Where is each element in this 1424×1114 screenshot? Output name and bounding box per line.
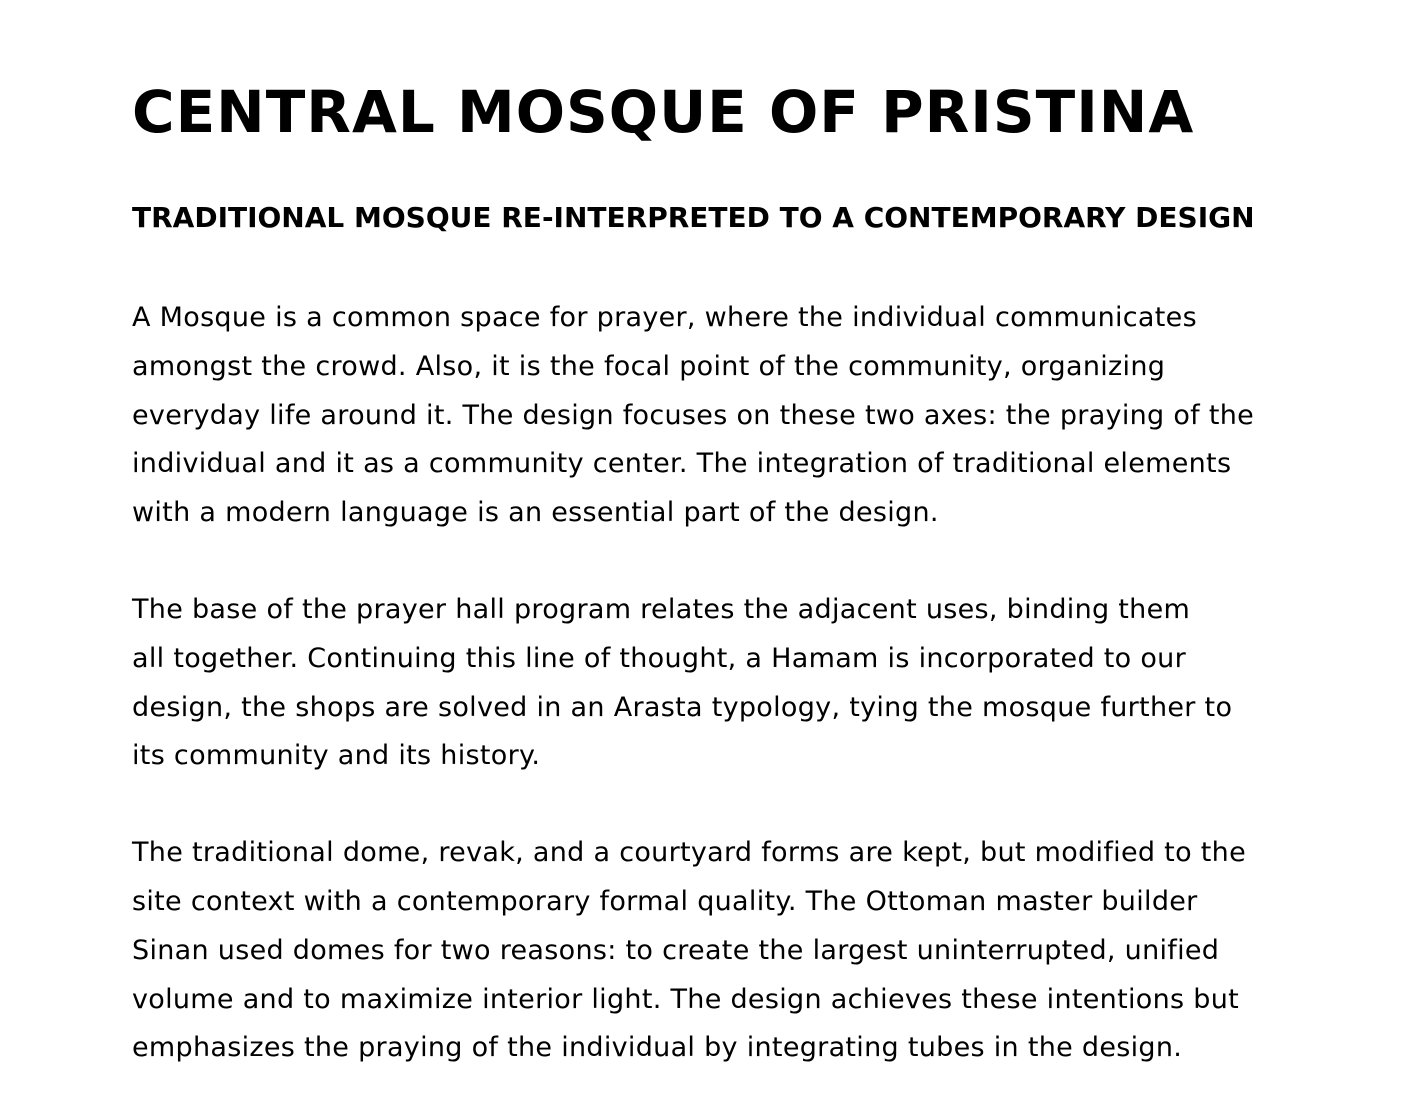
paragraph-line: The traditional dome, revak, and a courtyard forms are kept, but modified to the [132,837,1246,869]
paragraph-line: its community and its history. [132,740,541,772]
paragraph-line: volume and to maximize interior light. The design achieves these intentions but [132,983,1239,1015]
paragraph-line: emphasizes the praying of the individual by integrating tubes in the design. [132,1032,1183,1064]
paragraph-intro [132,294,1372,538]
paragraph-line: all together. Continuing this line of thought, a Hamam is incorporated to our [132,642,1186,674]
paragraph-line: design, the shops are solved in an Arasta typology, tying the mosque further to [132,691,1233,723]
paragraph-line: A Mosque is a common space for prayer, where the individual communicates [132,302,1197,333]
paragraph-line: with a modern language is an essential part of the design. [132,497,939,529]
paragraph-line: amongst the crowd. Also, it is the focal point of the community, organizing [132,350,1166,382]
paragraph-line: everyday life around it. The design focuses on these two axes: the praying of the [132,399,1255,431]
paragraph-line: site context with a contemporary formal quality. The Ottoman master builder [132,885,1198,917]
paragraph-line: Sinan used domes for two reasons: to create the largest uninterrupted, unified [132,934,1220,966]
page-subtitle: TRADITIONAL MOSQUE RE-INTERPRETED TO A CONTEMPORARY DESIGN [132,201,1255,234]
article [132,76,1372,1073]
paragraph-line: The base of the prayer hall program relates the adjacent uses, binding them [132,593,1191,625]
paragraph-line: individual and it as a community center. The integration of traditional elements [132,448,1232,480]
paragraph-dome [132,829,1372,1073]
paragraph-program [132,586,1372,781]
page-title: CENTRAL MOSQUE OF PRISTINA [132,78,1195,146]
